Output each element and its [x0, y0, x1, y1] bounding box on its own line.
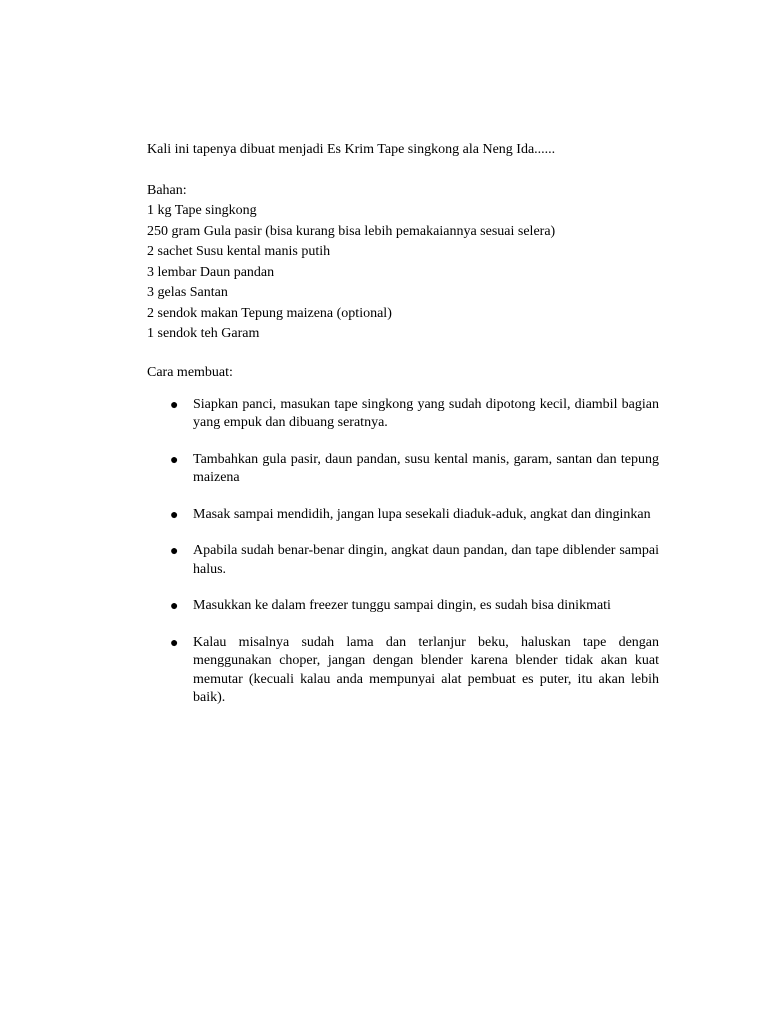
step-text: Masak sampai mendidih, jangan lupa sesekali diaduk-aduk, angkat dan dinginkan [193, 506, 651, 522]
step-text: Apabila sudah benar-benar dingin, angkat daun pandan, dan tape diblender sampai halus. [193, 543, 659, 577]
bullet-icon: ● [170, 635, 179, 651]
ingredient-item: 250 gram Gula pasir (bisa kurang bisa lebih pemakaiannya sesuai selera) [147, 223, 556, 239]
bullet-icon: ● [170, 544, 179, 559]
ingredients-list [147, 201, 659, 345]
document-page [147, 140, 659, 726]
step-item [147, 542, 659, 579]
step-text: Masukkan ke dalam freezer tunggu sampai dingin, es sudah bisa dinikmati [193, 598, 611, 613]
step-item [147, 396, 659, 433]
step-item [147, 506, 659, 525]
bullet-icon: ● [170, 507, 179, 523]
step-item [147, 634, 659, 708]
intro-paragraph: Kali ini tapenya dibuat menjadi Es Krim Tape singkong ala Neng Ida...... [147, 142, 556, 157]
ingredients-heading: Bahan: [147, 183, 187, 198]
step-item [147, 597, 659, 616]
steps-list [147, 396, 659, 708]
bullet-icon: ● [170, 397, 179, 413]
ingredient-item: 3 lembar Daun pandan [147, 264, 275, 280]
ingredient-item: 1 sendok teh Garam [147, 326, 260, 341]
step-text: Tambahkan gula pasir, daun pandan, susu kental manis, garam, santan dan tepung maizena [193, 451, 659, 485]
method-heading: Cara membuat: [147, 364, 233, 380]
bullet-icon: ● [170, 599, 179, 614]
step-text: Kalau misalnya sudah lama dan terlanjur beku, haluskan tape dengan menggunakan choper, jangan dengan blender karena blender tidak akan kuat memutar (kecuali kalau anda mempunyai alat pembuat es puter, itu akan lebih baik). [193, 634, 659, 705]
step-text: Siapkan panci, masukan tape singkong yang sudah dipotong kecil, diambil bagian yang empuk dan dibuang seratnya. [193, 396, 659, 430]
ingredient-item: 2 sendok makan Tepung maizena (optional) [147, 305, 392, 321]
ingredient-item: 1 kg Tape singkong [147, 203, 257, 218]
ingredient-item: 2 sachet Susu kental manis putih [147, 244, 331, 259]
bullet-icon: ● [170, 452, 179, 468]
ingredient-item: 3 gelas Santan [147, 285, 228, 300]
step-item [147, 451, 659, 488]
